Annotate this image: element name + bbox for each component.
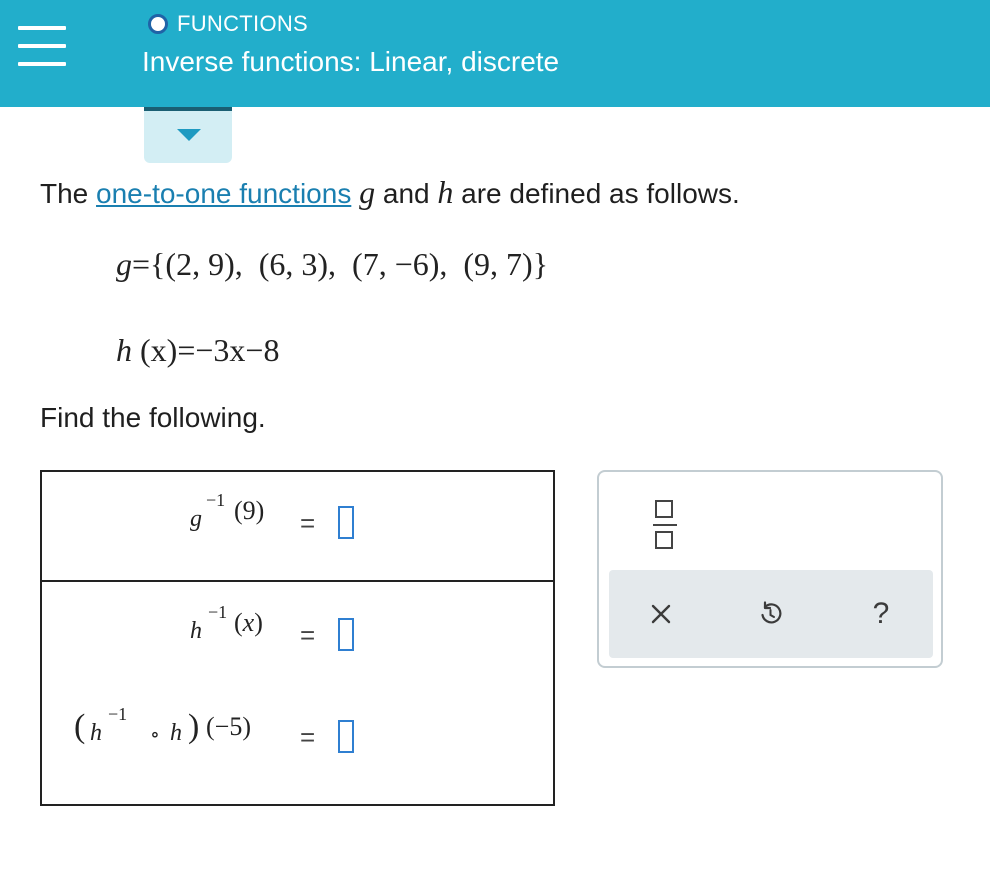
var-g: g xyxy=(359,174,376,210)
question-row-1: g −1 (9) = xyxy=(42,472,553,582)
header-bar xyxy=(0,0,990,107)
find-prompt: Find the following. xyxy=(40,402,266,433)
close-icon[interactable] xyxy=(639,592,683,636)
h-definition: h (x)=−3x−8 xyxy=(116,332,280,368)
g-pair: (9, 7) xyxy=(463,246,533,282)
topic-breadcrumb xyxy=(148,10,308,38)
undo-icon[interactable] xyxy=(749,592,793,636)
g-pair: (7, −6) xyxy=(352,246,440,282)
problem-intro: The one-to-one functions g and h are defined as follows. xyxy=(40,174,740,210)
definition-link[interactable]: one-to-one functions xyxy=(96,178,352,209)
answer-input-3[interactable] xyxy=(338,720,354,753)
g-pair: (6, 3) xyxy=(258,246,329,282)
question-table xyxy=(40,470,555,806)
answer-input-2[interactable] xyxy=(338,618,354,651)
question-expression: g −1 (9) xyxy=(190,490,265,532)
help-button[interactable]: ? xyxy=(872,597,890,630)
chevron-down-icon xyxy=(177,129,201,141)
g-definition: g={(2, 9), (6, 3), (7, −6), (9, 7)} xyxy=(116,246,549,282)
question-expression: h −1 (x) xyxy=(190,602,263,644)
answer-input-1[interactable] xyxy=(338,506,354,539)
topic-label: FUNCTIONS xyxy=(177,11,309,36)
lesson-title: Inverse functions: Linear, discrete xyxy=(142,46,560,77)
var-h: h xyxy=(437,174,454,210)
question-row-2: h −1 (x) = ( h −1 ∘ h ) (−5) = xyxy=(42,582,553,806)
fraction-icon[interactable] xyxy=(653,498,677,556)
action-bar xyxy=(609,570,933,658)
expand-toggle[interactable] xyxy=(144,107,232,163)
g-pair: (2, 9) xyxy=(165,246,235,282)
math-toolbar xyxy=(597,470,943,668)
menu-icon[interactable] xyxy=(18,26,66,66)
topic-circle-icon xyxy=(148,14,168,34)
